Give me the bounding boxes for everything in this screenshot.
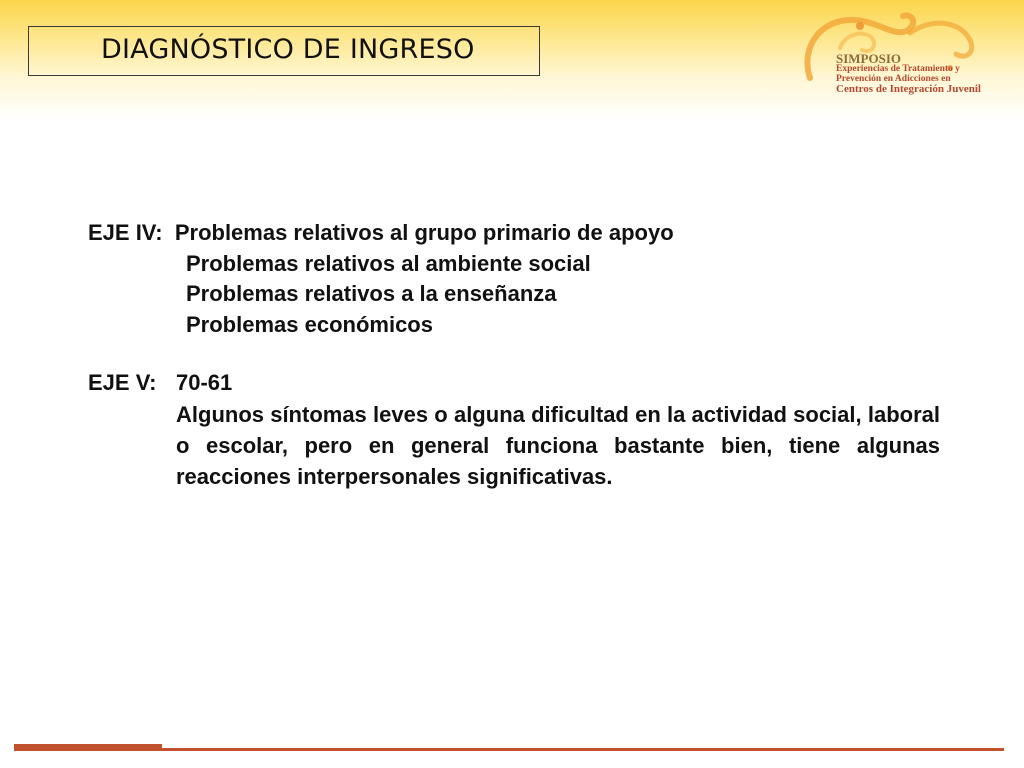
logo-line-1: SIMPOSIO	[836, 51, 902, 66]
eje5-row	[88, 368, 940, 399]
simposio-logo	[800, 8, 990, 98]
section-gap	[88, 340, 940, 368]
eje5-label: EJE V:	[88, 370, 157, 395]
logo-line-2: Experiencias de Tratamiento y	[836, 64, 960, 74]
slide-title: DIAGNÓSTICO DE INGRESO	[101, 34, 475, 65]
eje4-row-1	[88, 218, 940, 249]
logo-line-3: Prevención en Adicciones en	[836, 73, 951, 84]
logo-text	[836, 52, 981, 95]
eje4-item: Problemas relativos al ambiente social	[186, 250, 591, 276]
eje5-description: Algunos síntomas leves o alguna dificultad en la actividad social, laboral o escolar, pero en general funciona bastante bien, tiene algunas reacciones interpersonales significativas.	[176, 401, 940, 489]
footer-accent	[14, 744, 162, 751]
title-box	[28, 26, 540, 76]
eje4-item: Problemas relativos al grupo primario de apoyo	[174, 220, 674, 245]
slide-content	[88, 218, 940, 492]
eje4-item: Problemas relativos a la enseñanza	[186, 281, 557, 306]
eje4-label: EJE IV:	[88, 220, 163, 245]
eje4-item: Problemas económicos	[186, 311, 433, 337]
eje5-value: 70-61	[176, 370, 233, 395]
footer-divider	[14, 748, 1004, 751]
logo-line-4: Centros de Integración Juvenil	[836, 83, 981, 95]
